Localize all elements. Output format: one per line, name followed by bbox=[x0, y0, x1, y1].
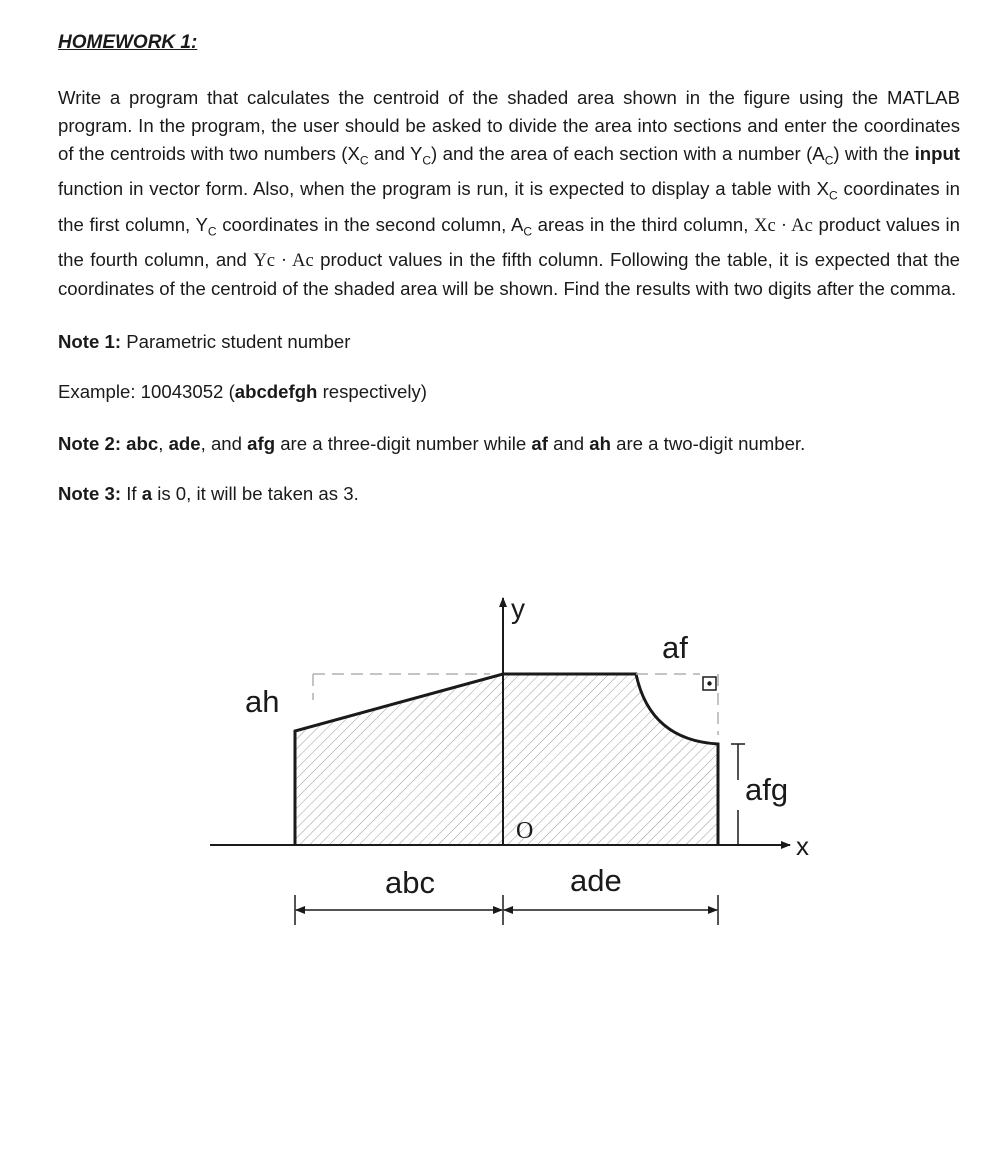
subscript: C bbox=[523, 224, 533, 239]
text-segment: coordinates in the first column, Y bbox=[58, 178, 960, 235]
text-segment: coordinates in the second column, A bbox=[216, 213, 524, 235]
homework-title: HOMEWORK 1: bbox=[58, 32, 198, 53]
problem-statement bbox=[58, 84, 960, 303]
text-segment: ) and the area of each section with a number (A bbox=[431, 142, 825, 164]
note-2 bbox=[58, 432, 805, 456]
subscript: C bbox=[829, 188, 838, 203]
note-label: Note 1: bbox=[58, 331, 122, 352]
text-segment: areas in the third column, bbox=[532, 213, 755, 235]
note-text: Parametric student number bbox=[121, 331, 351, 352]
math-xc-ac: Xc · Ac bbox=[754, 214, 813, 236]
origin-label: O bbox=[516, 818, 534, 844]
label-ade: ade bbox=[570, 863, 622, 898]
note-label: Note 2: abc bbox=[58, 433, 159, 454]
subscript: C bbox=[422, 153, 432, 168]
note-bold: af bbox=[531, 433, 548, 454]
subscript: C bbox=[824, 153, 834, 168]
note-bold: afg bbox=[247, 433, 276, 454]
note-text: are a three-digit number while bbox=[275, 433, 532, 454]
note-text: Example: 10043052 ( bbox=[58, 381, 235, 402]
note-text: is 0, it will be taken as 3. bbox=[152, 483, 359, 504]
centroid-figure bbox=[0, 560, 1000, 980]
note-1 bbox=[58, 330, 350, 354]
label-af: af bbox=[662, 630, 688, 665]
text-segment: and Y bbox=[368, 142, 423, 164]
right-angle-dot bbox=[707, 681, 711, 685]
shaded-area bbox=[295, 674, 718, 845]
label-ah: ah bbox=[245, 684, 280, 719]
label-abc: abc bbox=[385, 865, 435, 900]
label-afg: afg bbox=[745, 772, 789, 807]
note-text: and bbox=[547, 433, 590, 454]
subscript: C bbox=[359, 153, 369, 168]
note-bold: ah bbox=[589, 433, 611, 454]
subscript: C bbox=[207, 224, 217, 239]
note-3 bbox=[58, 482, 359, 506]
example-line bbox=[58, 380, 427, 404]
note-bold: abcdefgh bbox=[234, 381, 318, 402]
note-text: If bbox=[121, 483, 142, 504]
math-yc-ac: Yc · Ac bbox=[253, 250, 314, 272]
note-bold: ade bbox=[168, 433, 201, 454]
text-segment: product values in the fourth column, and bbox=[58, 213, 961, 271]
y-axis-label: y bbox=[511, 593, 525, 624]
note-label: Note 3: bbox=[58, 483, 122, 504]
note-text: , and bbox=[200, 433, 248, 454]
text-segment: ) with the bbox=[833, 142, 915, 164]
note-bold: a bbox=[141, 483, 153, 504]
input-keyword: input bbox=[914, 142, 960, 164]
text-segment: product values in the fifth column. Following the table, it is expected that the coordinates of the centroid of the shaded area will be shown. Find the results with two digits after the comma. bbox=[58, 249, 961, 299]
text-segment: function in vector form. Also, when the program is run, it is expected to display a table with X bbox=[58, 178, 830, 200]
text-segment: Write a program that calculates the centroid of the shaded area shown in the figure using the MATLAB program. In the program, the user should be asked to divide the area into sections and enter the coordinates of the centroids with two numbers (X bbox=[58, 87, 960, 164]
note-text: respectively) bbox=[317, 381, 427, 402]
figure-svg bbox=[0, 560, 1000, 980]
afg-dimension-line bbox=[731, 744, 745, 845]
x-axis-label: x bbox=[796, 831, 809, 861]
note-text: , bbox=[158, 433, 169, 454]
note-text: are a two-digit number. bbox=[610, 433, 806, 454]
